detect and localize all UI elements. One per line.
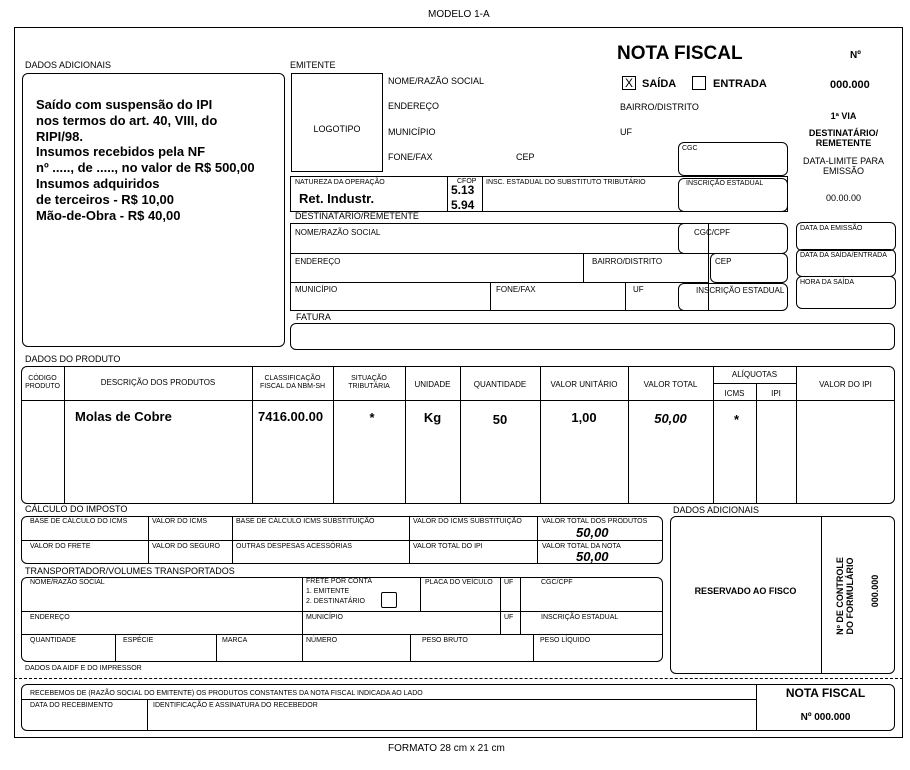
row-valor-total: 50,00	[654, 411, 687, 426]
col-situacao: SITUAÇÃO TRIBUTÁRIA	[348, 375, 390, 390]
divider	[147, 699, 148, 731]
cfop-1: 5.13	[451, 183, 475, 197]
emitente-label: EMITENTE	[290, 60, 336, 70]
fatura-label: FATURA	[296, 312, 331, 322]
natureza-label: NATUREZA DA OPERAÇÃO	[295, 179, 385, 186]
divider	[625, 282, 626, 311]
divider	[232, 516, 233, 564]
total-nota-value: 50,00	[576, 549, 609, 564]
identificacao-recebedor: IDENTIFICAÇÃO E ASSINATURA DO RECEBEDOR	[153, 702, 318, 709]
format-caption: FORMATO 28 cm x 21 cm	[388, 743, 505, 754]
imposto-label: CÁLCULO DO IMPOSTO	[25, 504, 128, 514]
divider	[821, 516, 822, 674]
col-aliquotas: ALÍQUOTAS	[731, 370, 778, 379]
dados-adicionais-right-label: DADOS ADICIONAIS	[673, 505, 760, 515]
transp-nome: NOME/RAZÃO SOCIAL	[30, 579, 105, 586]
canhoto-nf-title: NOTA FISCAL	[785, 686, 866, 700]
divider	[537, 516, 538, 564]
col-ipi: IPI	[771, 389, 781, 398]
frete-checkbox[interactable]	[381, 592, 397, 608]
insc-estadual-label: INSCRIÇÃO ESTADUAL	[686, 180, 764, 187]
frete-por-conta: FRETE POR CONTA	[306, 578, 372, 585]
row-classificacao: 7416.00.00	[258, 409, 324, 424]
divider	[21, 611, 663, 612]
produto-label: DADOS DO PRODUTO	[25, 354, 121, 364]
cfop-label: CFOP	[457, 178, 477, 185]
col-unidade: UNIDADE	[414, 380, 451, 389]
emitente-uf: UF	[620, 127, 632, 137]
cfop-2: 5.94	[451, 198, 475, 212]
divider	[482, 176, 483, 212]
total-ipi: VALOR TOTAL DO IPI	[413, 543, 483, 550]
valor-seguro: VALOR DO SEGURO	[152, 543, 220, 550]
saida-mark: X	[624, 76, 633, 90]
col-valor-total: VALOR TOTAL	[643, 380, 698, 389]
transp-quantidade: QUANTIDADE	[30, 637, 76, 644]
base-icms: BASE DE CÁLCULO DO ICMS	[30, 518, 128, 525]
dados-adicionais-label: DADOS ADICIONAIS	[25, 60, 112, 70]
dados-adicionais-text: Saído com suspensão do IPI nos termos do art. 40, VIII, do RIPI/98. Insumos recebidos pela NF nº ....., de ....., no valor de R$ 500,00 Insumos adquiridos de terceiros - R$ 10,00 Mão-de-Obra - R$ 40,00	[36, 97, 255, 223]
cut-line	[14, 678, 903, 679]
via-label: 1ª VIA	[830, 111, 857, 121]
saida-label: SAÍDA	[642, 78, 677, 90]
fatura-box	[290, 323, 895, 350]
hora-saida: HORA DA SAÍDA	[800, 279, 855, 286]
saida-checkbox[interactable]	[622, 76, 636, 90]
col-valor-unitario: VALOR UNITÁRIO	[550, 380, 618, 389]
data-emissao: DATA DA EMISSÃO	[800, 225, 863, 232]
divider	[216, 634, 217, 662]
emitente-cep: CEP	[516, 152, 535, 162]
divider	[115, 634, 116, 662]
dest-cgc: CGC/CPF	[694, 228, 730, 237]
destinatario-label: DESTINATÁRIO/REMETENTE	[295, 211, 419, 221]
data-recebimento: DATA DO RECEBIMENTO	[30, 702, 113, 709]
recebemos-text: RECEBEMOS DE (RAZÃO SOCIAL DO EMITENTE) OS PRODUTOS CONSTANTES DA NOTA FISCAL INDICADA AO LADO	[30, 690, 423, 697]
divider	[500, 577, 501, 634]
dest-bairro: BAIRRO/DISTRITO	[592, 257, 663, 266]
col-quantidade: QUANTIDADE	[473, 380, 527, 389]
nota-number: 000.000	[830, 79, 870, 91]
frete-emitente: 1. EMITENTE	[306, 588, 350, 595]
dest-municipio: MUNICÍPIO	[295, 285, 338, 294]
valor-frete: VALOR DO FRETE	[30, 543, 91, 550]
number-label: Nº	[850, 50, 861, 61]
transp-marca: MARCA	[222, 637, 248, 644]
col-codigo: CÓDIGO PRODUTO	[25, 375, 60, 390]
outras-despesas: OUTRAS DESPESAS ACESSÓRIAS	[236, 543, 352, 550]
transp-uf2: UF	[504, 614, 514, 621]
row-quantidade: 50	[492, 412, 508, 427]
divider	[447, 176, 448, 212]
divider	[290, 253, 709, 254]
model-caption: MODELO 1-A	[428, 9, 490, 20]
total-produtos: VALOR TOTAL DOS PRODUTOS	[542, 518, 648, 525]
transportador-label: TRANSPORTADOR/VOLUMES TRANSPORTADOS	[25, 566, 235, 576]
transp-numero: NÚMERO	[306, 637, 338, 644]
emitente-fone: FONE/FAX	[388, 152, 433, 162]
col-valor-ipi: VALOR DO IPI	[819, 380, 872, 389]
row-icms: *	[733, 412, 740, 427]
natureza-value: Ret. Industr.	[299, 191, 375, 206]
divider	[21, 400, 895, 401]
controle-value: 000.000	[870, 574, 880, 608]
logotipo-box	[291, 73, 383, 172]
emitente-bairro: BAIRRO/DISTRITO	[620, 102, 699, 112]
row-unidade: Kg	[423, 410, 442, 425]
transp-especie: ESPÉCIE	[123, 637, 154, 644]
divider	[409, 516, 410, 564]
frete-destinatario: 2. DESTINATÁRIO	[306, 598, 365, 605]
dest-endereco: ENDEREÇO	[295, 257, 341, 266]
transp-endereco: ENDEREÇO	[30, 614, 70, 621]
divider	[148, 516, 149, 564]
divider	[302, 634, 303, 662]
emitente-municipio: MUNICÍPIO	[388, 127, 436, 137]
divider	[533, 634, 534, 662]
total-produtos-value: 50,00	[576, 525, 609, 540]
divider	[520, 577, 521, 634]
divider	[756, 383, 757, 504]
transp-peso-liquido: PESO LÍQUIDO	[540, 637, 591, 644]
row-descricao: Molas de Cobre	[75, 409, 172, 424]
controle-formulario: Nº DE CONTROLE DO FORMULÁRIO	[835, 557, 855, 635]
divider	[420, 577, 421, 611]
transp-insc: INSCRIÇÃO ESTADUAL	[541, 614, 619, 621]
col-descricao: DESCRIÇÃO DOS PRODUTOS	[100, 378, 216, 387]
emitente-nome: NOME/RAZÃO SOCIAL	[388, 76, 485, 86]
entrada-label: ENTRADA	[713, 78, 767, 90]
transp-cgc: CGC/CPF	[541, 579, 573, 586]
placa-veiculo: PLACA DO VEÍCULO	[425, 579, 493, 586]
dest-nome: NOME/RAZÃO SOCIAL	[295, 228, 381, 237]
divider	[713, 383, 796, 384]
base-subst: BASE DE CÁLCULO ICMS SUBSTITUIÇÃO	[236, 518, 375, 525]
row-valor-unitario: 1,00	[571, 410, 597, 425]
emitente-cgc: CGC	[682, 145, 698, 152]
divider	[21, 540, 663, 541]
reservado-fisco: RESERVADO AO FISCO	[694, 586, 797, 596]
aidf-label: DADOS DA AIDF E DO IMPRESSOR	[25, 665, 142, 672]
transp-municipio: MUNICÍPIO	[306, 614, 343, 621]
nota-fiscal-title: NOTA FISCAL	[617, 43, 743, 64]
dest-insc: INSCRIÇÃO ESTADUAL	[696, 286, 785, 295]
logotipo-text: LOGOTIPO	[313, 124, 361, 134]
divider	[583, 253, 584, 282]
entrada-checkbox[interactable]	[692, 76, 706, 90]
divider	[713, 366, 714, 504]
divider	[21, 634, 663, 635]
divider	[490, 282, 491, 311]
valor-icms: VALOR DO ICMS	[152, 518, 208, 525]
divider	[410, 634, 411, 662]
valor-subst: VALOR DO ICMS SUBSTITUIÇÃO	[413, 518, 522, 525]
via-dest: DESTINATÁRIO/ REMETENTE	[808, 128, 879, 148]
divider	[302, 577, 303, 634]
total-nota: VALOR TOTAL DA NOTA	[542, 543, 621, 550]
transp-peso-bruto: PESO BRUTO	[422, 637, 468, 644]
col-classificacao: CLASSIFICAÇÃO FISCAL DA NBM-SH	[259, 375, 326, 390]
data-saida: DATA DA SAÍDA/ENTRADA	[800, 252, 887, 259]
dest-uf: UF	[633, 285, 644, 294]
insc-subst-label: INSC. ESTADUAL DO SUBSTITUTO TRIBUTÁRIO	[486, 179, 646, 186]
row-situacao: *	[369, 410, 375, 425]
data-limite-value: 00.00.00	[825, 193, 862, 203]
dest-cep: CEP	[715, 257, 732, 266]
divider	[290, 282, 709, 283]
canhoto-nf-number: Nº 000.000	[800, 712, 851, 723]
dest-fone: FONE/FAX	[496, 285, 536, 294]
divider	[21, 699, 756, 700]
transp-uf: UF	[504, 579, 514, 586]
data-limite: DATA-LIMITE PARA EMISSÃO	[802, 156, 884, 176]
emitente-endereco: ENDEREÇO	[388, 101, 440, 111]
col-icms: ICMS	[724, 389, 745, 398]
